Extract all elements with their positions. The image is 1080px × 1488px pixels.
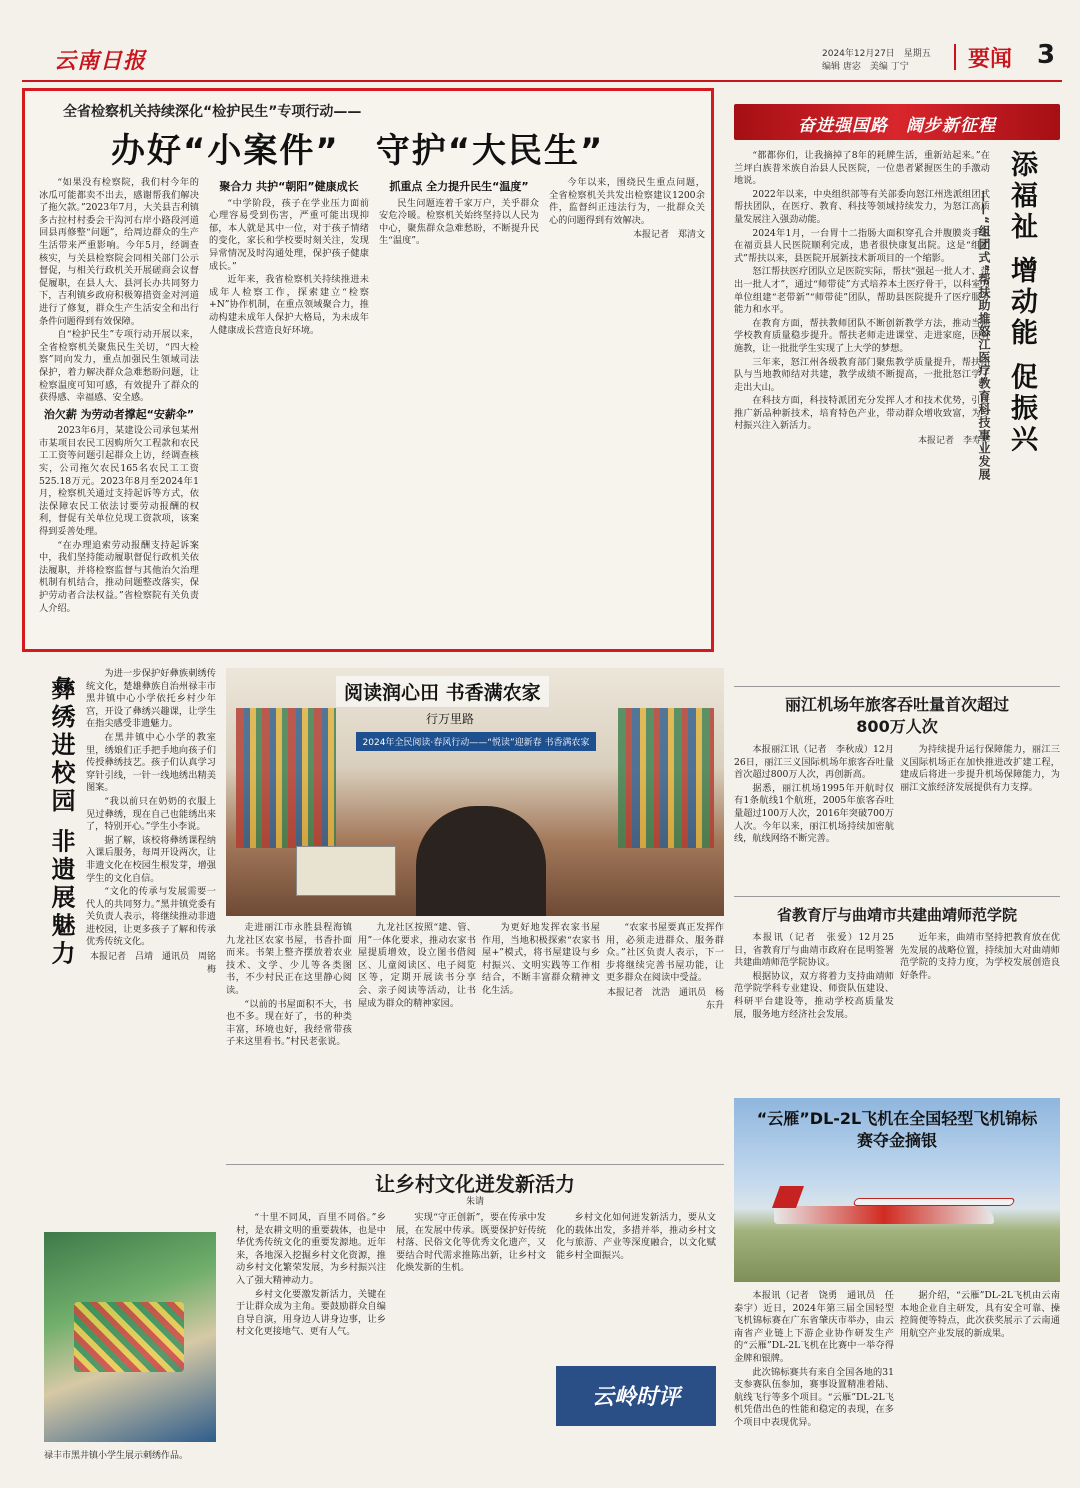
feature-para: 2024年1月，一台胃十二指肠大面积穿孔合并腹膜炎手术在福贡县人民医院顺利完成，患者很快康复出院。这是“组团式”帮扶以来，县医院开展新技术新项目的一个缩影。	[734, 227, 990, 264]
lead-para: 今年以来，围绕民生重点问题，全省检察机关共发出检察建议1200余件，监督纠正违法行为，一批群众关心的问题得到有效解决。	[549, 177, 705, 226]
commentary-logo-text: 云岭时评	[591, 1385, 680, 1410]
lead-para: 自“检护民生”专项行动开展以来，全省检察机关聚焦民生关切，“四大检察”同向发力，重点加强民生领域司法保护，着力解决群众急难愁盼问题，让检察温度可知可感，有效提升了群众的获得感、幸福感、安全感。	[39, 329, 199, 404]
reading-photo-banner: 2024年全民阅读·春风行动——“悦读”迎新春 书香满农家	[356, 732, 596, 751]
reading-photo	[226, 668, 724, 916]
masthead-divider	[954, 44, 956, 70]
reading-sign: 行万里路	[426, 712, 475, 726]
aircraft-col-1	[734, 1290, 894, 1474]
aircraft-tail	[772, 1186, 804, 1208]
reading-para: 走进丽江市永胜县程海镇九龙社区农家书屋，书香扑面而来。书架上整齐摆放着农业技术、文学、少儿等各类图书，不少村民正在这里静心阅读。	[226, 922, 352, 996]
aircraft-para: 本报讯（记者 饶勇 通讯员 任泰宇）近日，2024年第三届全国轻型飞机锦标赛在广东省肇庆市举办，由云南省产业链上下游企业协作研发生产的“云雁”DL-2L飞机在比赛中一举夺得金牌和银牌。	[734, 1290, 894, 1364]
feature-para: 在科技方面，科技特派团充分发挥人才和技术优势，引进推广新品种新技术，培育特色产业，带动群众增收致富，为乡村振兴注入新活力。	[734, 395, 990, 432]
qujing-headline: 省教育厅与曲靖市共建曲靖师范学院	[776, 906, 1017, 924]
reading-col-3	[482, 922, 600, 1162]
aircraft-photo	[734, 1098, 1060, 1282]
lead-para: 民生问题连着千家万户，关乎群众安危冷暖。检察机关始终坚持以人民为中心，聚焦群众急难愁盼，不断提升民生“温度”。	[379, 197, 539, 247]
lead-col-1	[39, 177, 199, 645]
commentary-author: 朱请	[465, 1197, 484, 1207]
reading-col-2	[358, 922, 476, 1162]
lead-subhead: 抓重点 全力提升民生“温度”	[389, 180, 529, 193]
yi-photo-caption: 禄丰市黑井镇小学生展示刺绣作品。	[44, 1451, 189, 1461]
lead-kicker: 全省检察机关持续深化“检护民生”专项行动——	[63, 104, 362, 120]
reading-col-1	[226, 922, 352, 1162]
reading-para: “以前的书屋面积不大，书也不多。现在好了，书的种类丰富，环境也好，我经常带孩子来这里看书。”村民老张说。	[226, 998, 352, 1048]
aircraft-fuselage	[774, 1206, 994, 1224]
reading-para: 九龙社区按照“建、管、用”一体化要求，推动农家书屋提质增效，设立图书借阅区、儿童阅读区、电子阅览区等，定期开展读书分享会、亲子阅读等活动，让书屋成为群众的精神家园。	[358, 922, 476, 1009]
feature-right-title: 添福祉 增动能 促振兴	[1006, 150, 1037, 456]
qujing-para: 本报讯（记者 张爱）12月25日，省教育厅与曲靖市政府在昆明签署共建曲靖师范学院协议。	[734, 932, 894, 969]
masthead	[22, 38, 1062, 78]
yi-story-title: 彝绣进校园 非遗展魅力	[47, 676, 75, 969]
lead-subhead: 聚合力 共护“朝阳”健康成长	[219, 180, 359, 193]
yi-story-body	[86, 668, 216, 1224]
lead-para: 2023年6月，某建设公司承包某州市某项目农民工因购所欠工程款和农民工工资等问题引起群众上访，经调查核实，公司拖欠农民165名农民工工资525.18万元。2023年8月至2024年1月，检察机关通过支持起诉等方式，依法保障农民工依法讨要劳动报酬的权利，督促有关单位兑现工资款项，该案得到妥善处理。	[39, 425, 199, 538]
airport-para: 为持续提升运行保障能力，丽江三义国际机场正在加快推进改扩建工程，建成后将进一步提升机场保障能力，为丽江文旅经济发展提供有力支撑。	[900, 744, 1060, 793]
reading-para: “农家书屋要真正发挥作用，必须走进群众、服务群众。”社区负责人表示，下一步将继续完善书屋功能，让更多群众在阅读中受益。	[606, 922, 724, 984]
embroidery-detail	[74, 1302, 184, 1372]
lead-para: 近年来，我省检察机关持续推进未成年人检察工作，探索建立“检察+N”协作机制，在重点领域聚合力，推动构建未成年人保护大格局，为未成年人健康成长营造良好环境。	[209, 274, 369, 336]
commentary-col-3	[556, 1212, 716, 1360]
lead-para: “如果没有检察院，我们村今年的冰瓜可能都卖不出去，感谢帮我们解决了拖欠款。”2023年7月，大关县吉利镇多古拉村村委会干沟河右岸小路段河道回县再修整“问题”，给周边群众的生产生活带来严重影响。今年5月，经调查核实，与关县检察院会同相关部门公示督促，与相关行政机关开展磋商会议督促履职，在县人大、县河长办共同努力下，吉利镇乡政府积极筹措资金对河道进行了修复，群众生产生活安全和出行条件问题得到有效保障。	[39, 177, 199, 327]
commentary-headline: 让乡村文化迸发新活力	[375, 1172, 575, 1196]
lead-para: “中学阶段，孩子在学业压力面前心理容易受到伤害，严重可能出现抑郁，本人就是其中一位，对于孩子情绪的变化，家长和学校要时刻关注，发现异常情况及时沟通处理，保护孩子健康成长。”	[209, 197, 369, 272]
yi-para: 在黑井镇中心小学的教室里，绣娘们正手把手地向孩子们传授彝绣技艺。孩子们认真学习穿针引线，一针一线地绣出精美图案。	[86, 731, 216, 794]
airport-col-2	[900, 744, 1060, 890]
aircraft-para: 据介绍，“云雁”DL-2L飞机由云南本地企业自主研发，具有安全可靠、操控简便等特点，此次获奖展示了云南通用航空产业发展的新成果。	[900, 1290, 1060, 1339]
commentary-col-1	[236, 1212, 386, 1474]
campaign-banner	[734, 104, 1060, 140]
airport-rule	[734, 686, 1060, 687]
yi-byline: 本报记者 吕靖 通讯员 周铭梅	[89, 952, 216, 975]
airport-headline: 丽江机场年旅客吞吐量首次超过800万人次	[784, 695, 1009, 736]
feature-para: 怒江帮扶医疗团队立足医院实际，帮扶“强起一批人才、带出一批人才”，通过“师带徒”方式培养本土医疗骨干，以科室为单位组建“老带新”“师带徒”团队，帮助县医院提升了医疗服务能力和水平。	[734, 266, 990, 316]
airport-col-1	[734, 744, 894, 890]
yi-para: 为进一步保护好彝族刺绣传统文化，楚雄彝族自治州禄丰市黑井镇中心小学依托乡村少年宫，开设了彝绣兴趣课，让学生在指尖感受非遗魅力。	[86, 668, 216, 730]
qujing-col-2	[900, 932, 1060, 1092]
page-number: 3	[1037, 40, 1056, 70]
feature-right-subtitle: ——“组团式”帮扶助推怒江医疗教育科技事业发展	[977, 190, 991, 481]
feature-para: 2022年以来，中央组织部等有关部委向怒江州选派组团式帮扶团队，在医疗、教育、科技等领域持续发力，为怒江高质量发展注入强劲动能。	[734, 188, 990, 225]
qujing-para: 近年来，曲靖市坚持把教育放在优先发展的战略位置，持续加大对曲靖师范学院的支持力度，为学校发展创造良好条件。	[900, 932, 1060, 981]
yi-photo	[44, 1232, 216, 1442]
commentary-para: 乡村文化要激发新活力，关键在于让群众成为主角。要鼓励群众自编自导自演，用身边人讲身边事，让乡村文化更接地气、更有人气。	[236, 1288, 386, 1338]
qujing-col-1	[734, 932, 894, 1092]
qujing-rule	[734, 896, 1060, 897]
reading-para: 为更好地发挥农家书屋作用，当地积极探索“农家书屋+”模式，将书屋建设与乡村振兴、文明实践等工作相结合，不断丰富群众精神文化生活。	[482, 922, 600, 996]
yi-para: 据了解，该校将彝绣课程纳入课后服务，每周开设两次，让非遗文化在校园生根发芽，增强学生的文化自信。	[86, 834, 216, 884]
date-line: 2024年12月27日 星期五	[822, 49, 931, 59]
bookshelf-right	[618, 708, 714, 848]
section-label: 要闻	[968, 47, 1013, 72]
feature-right-body	[734, 150, 990, 680]
lead-story-box	[22, 88, 714, 652]
commentary-para: 乡村文化如何迸发新活力，要从文化的载体出发，多措并举，推动乡村文化与旅游、产业等深度融合，以文化赋能乡村全面振兴。	[556, 1212, 716, 1261]
aircraft-col-2	[900, 1290, 1060, 1474]
lead-subhead: 治欠薪 为劳动者撑起“安薪伞”	[43, 407, 195, 421]
feature-byline: 本报记者 李寿华	[917, 436, 990, 447]
lead-col-4	[549, 177, 705, 645]
paper-logo: 云南日报	[54, 48, 147, 74]
qujing-para: 根据协议，双方将着力支持曲靖师范学院学科专业建设、师资队伍建设、科研平台建设等，推动学校高质量发展，服务地方经济社会发展。	[734, 970, 894, 1020]
bookshelf-left	[236, 708, 336, 848]
lead-col-3	[379, 177, 539, 645]
airport-para: 据悉，丽江机场1995年开航时仅有1条航线1个航班，2005年旅客吞吐量超过100万人次，2016年突破700万人次。今年以来，丽江机场持续加密航线，航线网络不断完善。	[734, 782, 894, 845]
reader-book	[296, 846, 396, 896]
commentary-para: 实现“守正创新”，要在传承中发展，在发展中传承。既要保护好传统村落、民俗文化等优秀文化遗产，又要结合时代需求推陈出新，让乡村文化焕发新的生机。	[396, 1212, 546, 1274]
lead-headline: 办好“小案件” 守护“大民生”	[111, 131, 605, 171]
lead-para: “在办理追索劳动报酬支持起诉案中，我们坚持能动履职督促行政机关依法履职，并将检察监督与其他治欠治理机制有机结合，推动问题整改落实，保护劳动者合法权益。”省检察院有关负责人介绍。	[39, 539, 199, 614]
yi-para: “我以前只在奶奶的衣服上见过彝绣，现在自己也能绣出来了，特别开心。”学生小李说。	[86, 795, 216, 833]
lead-col-2	[209, 177, 369, 645]
feature-para: “都都你们，让我摘掉了8年的耗牌生活，重新站起来。”在兰坪白族普米族自治县人民医院，一位患者紧握医生的手激动地说。	[734, 150, 990, 187]
editor-line: 编辑 唐宓 美编 丁宁	[822, 62, 909, 72]
aircraft-wing	[853, 1198, 1016, 1206]
reader-figure	[416, 806, 546, 916]
lead-byline: 本报记者 郑清文	[632, 230, 705, 241]
commentary-col-2	[396, 1212, 546, 1474]
reading-byline: 本报记者 沈浩 通讯员 杨东升	[606, 987, 724, 1011]
reading-col-4	[606, 922, 724, 1162]
commentary-logo	[556, 1366, 716, 1426]
reading-headline: 阅读润心田 书香满农家	[336, 676, 549, 707]
feature-para: 在教育方面，帮扶教师团队不断创新教学方法，推动当地学校教育质量稳步提升。帮扶老师走进课堂、走进家庭，因材施教，让一批批学生实现了上大学的梦想。	[734, 317, 990, 354]
banner-text: 奋进强国路 阔步新征程	[798, 116, 996, 136]
commentary-rule	[226, 1164, 724, 1165]
masthead-rule	[22, 80, 1062, 82]
feature-para: 三年来，怒江州各级教育部门聚焦教学质量提升，帮扶团队与当地教师结对共建，教学成绩不断提高，一批批怒江学子走出大山。	[734, 356, 990, 393]
commentary-para: “十里不同风，百里不同俗。”乡村，是农耕文明的重要载体，也是中华优秀传统文化的重要发源地。近年来，各地深入挖掘乡村文化资源，推动乡村文化繁荣发展，为乡村振兴注入了强大精神动力。	[236, 1212, 386, 1286]
aircraft-headline: “云雁”DL-2L飞机在全国轻型飞机锦标赛夺金摘银	[756, 1109, 1038, 1150]
airport-para: 本报丽江讯（记者 李秋成）12月26日，丽江三义国际机场年旅客吞吐量首次超过800万人次，再创新高。	[734, 744, 894, 781]
aircraft-para: 此次锦标赛共有来自全国各地的31支参赛队伍参加，赛事设置精准着陆、航线飞行等多个项目。“云雁”DL-2L飞机凭借出色的性能和稳定的表现，在多个项目中表现优异。	[734, 1366, 894, 1428]
yi-para: “文化的传承与发展需要一代人的共同努力。”黑井镇党委有关负责人表示，将继续推动非遗进校园，让更多孩子了解和传承优秀传统文化。	[86, 886, 216, 948]
